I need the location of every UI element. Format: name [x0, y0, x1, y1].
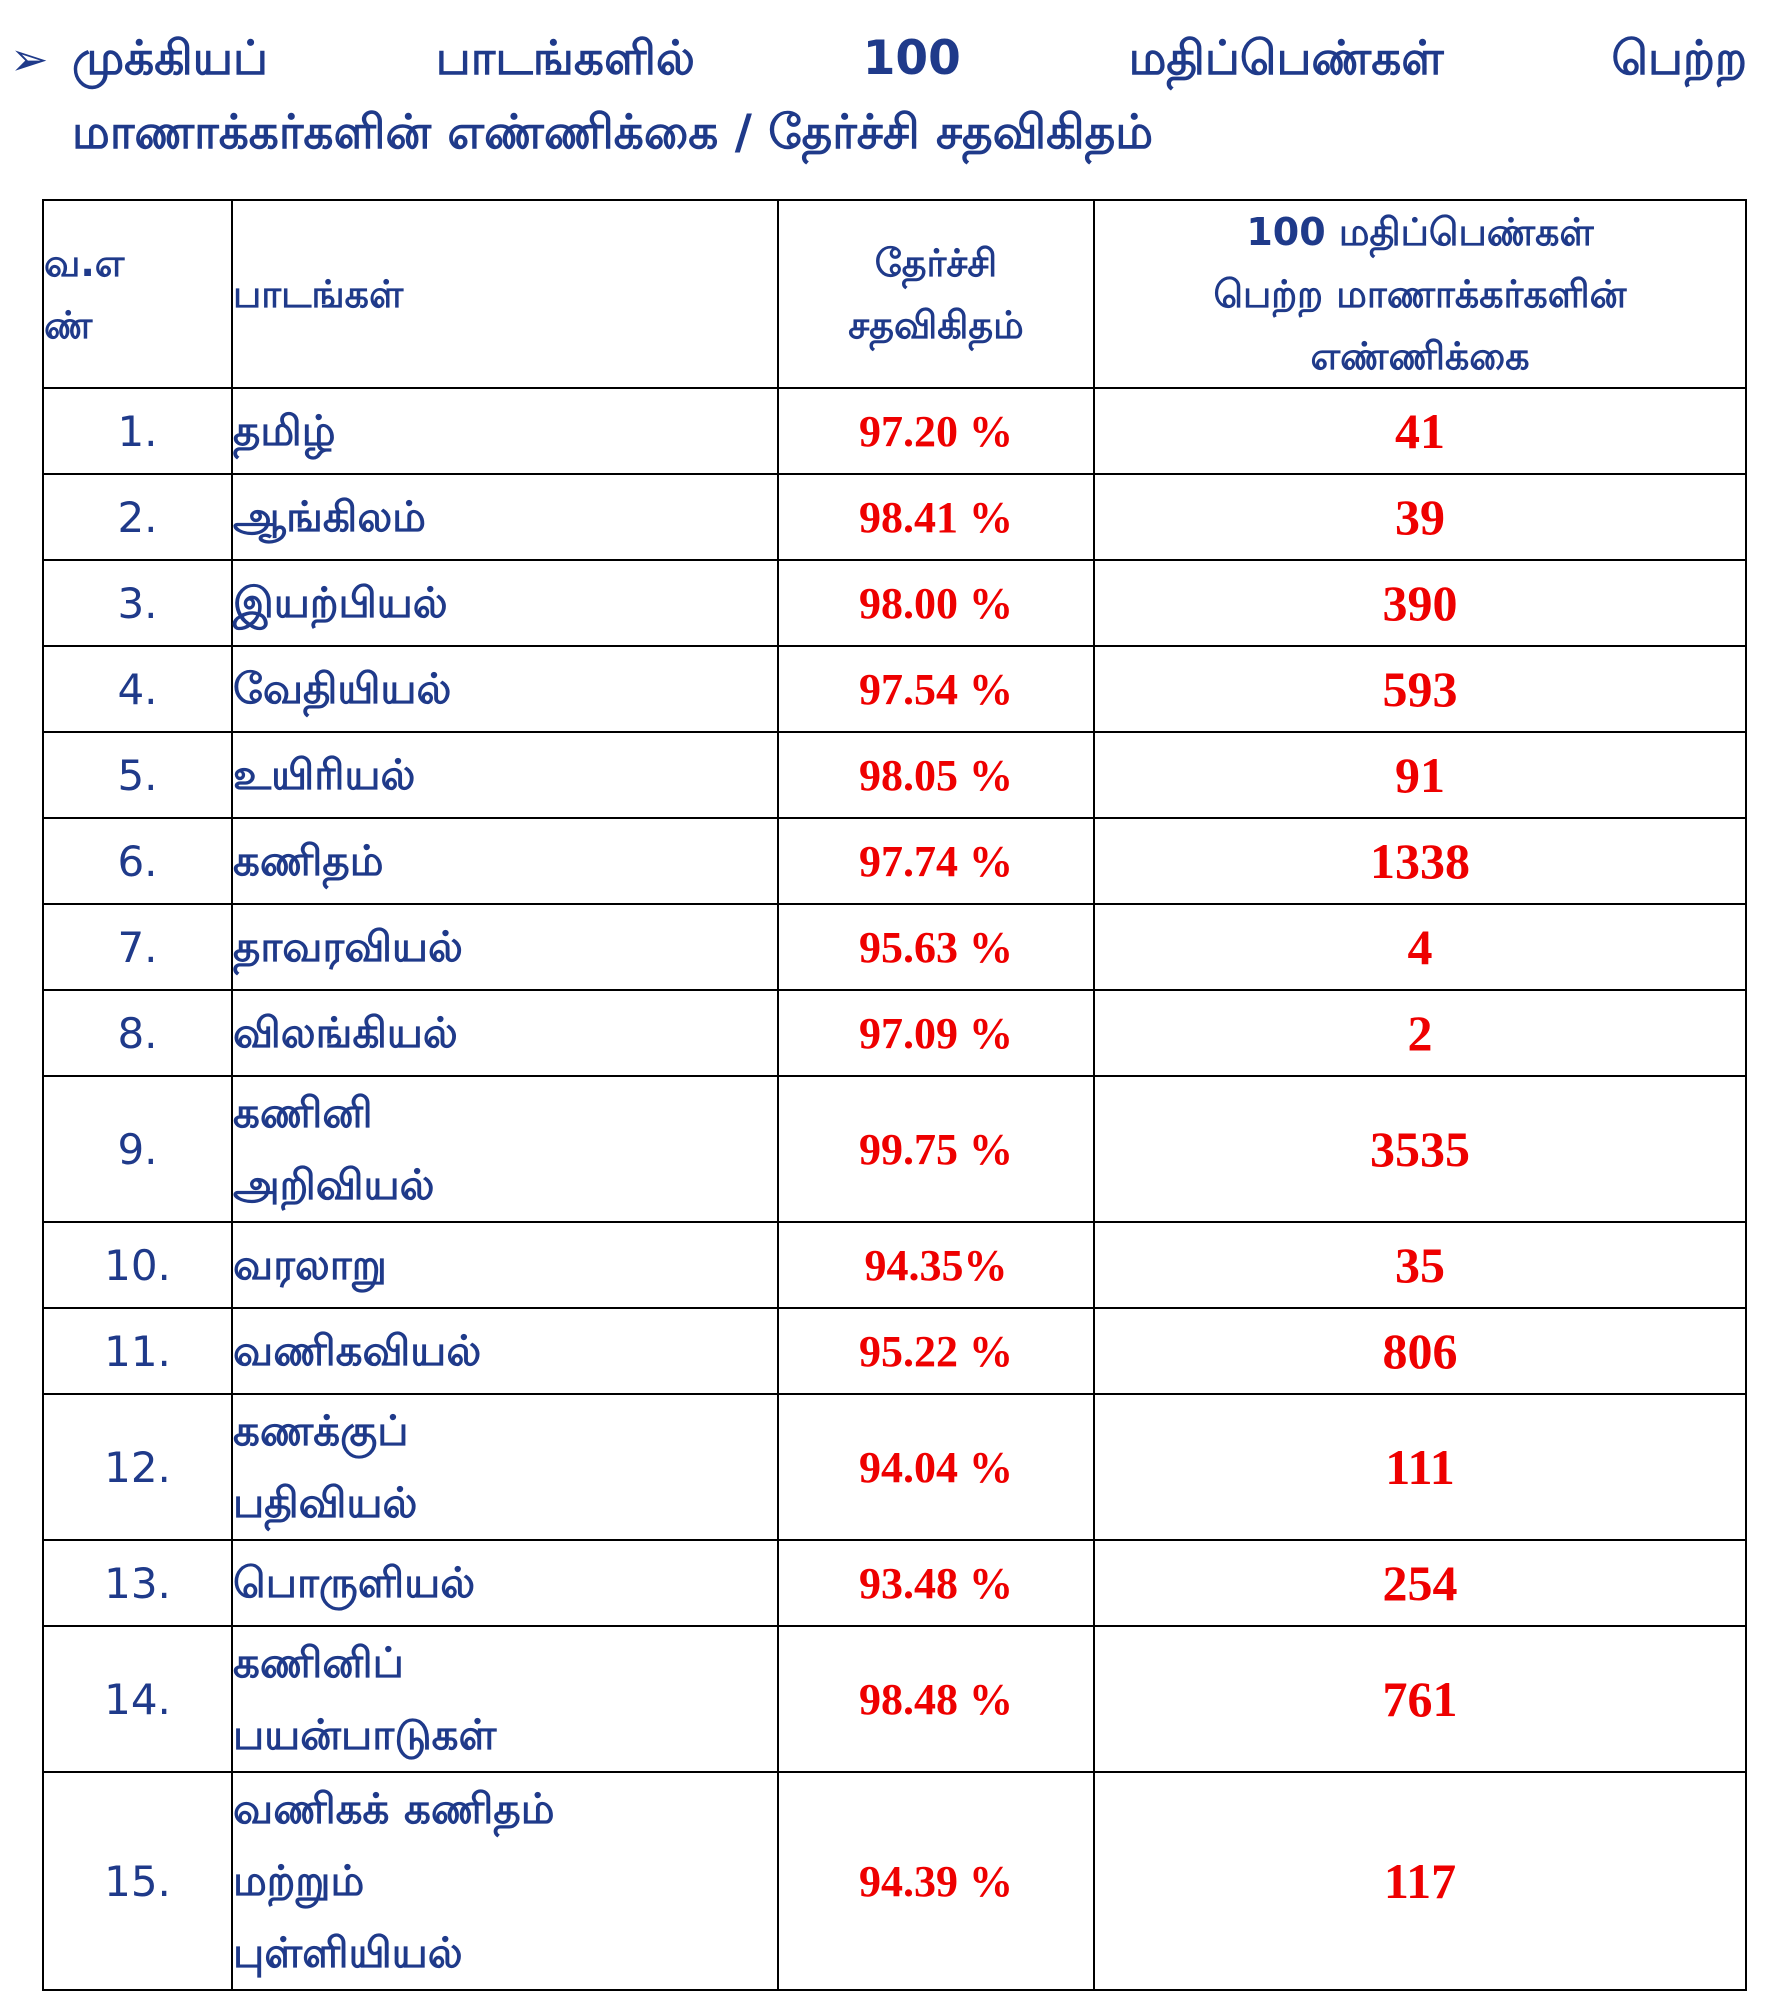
table-body	[43, 388, 1746, 1990]
pass-rate-cell: 94.04 %	[778, 1394, 1094, 1540]
subject-cell	[232, 1076, 778, 1222]
table-row	[43, 474, 1746, 560]
subject-cell	[232, 904, 778, 990]
subject-cell	[232, 732, 778, 818]
subject-cell	[232, 560, 778, 646]
pass-rate-cell: 98.48 %	[778, 1626, 1094, 1772]
table-row	[43, 560, 1746, 646]
subject-line: கணினி	[233, 1088, 373, 1137]
centum-count-cell: 254	[1094, 1540, 1746, 1626]
results-table	[42, 199, 1747, 1991]
table-row	[43, 1394, 1746, 1540]
table-row	[43, 818, 1746, 904]
pass-rate-cell: 97.09 %	[778, 990, 1094, 1076]
header-centum-count: 100 மதிப்பெண்கள் பெற்ற மாணாக்கர்களின் எண்ணிக்கை	[1094, 200, 1746, 388]
pass-rate-cell: 97.74 %	[778, 818, 1094, 904]
arrow-bullet-icon: ➢	[10, 32, 49, 86]
header-subject: பாடங்கள்	[232, 200, 778, 388]
serial-number-cell: 8.	[43, 990, 232, 1076]
serial-number-cell: 2.	[43, 474, 232, 560]
subject-line: இயற்பியல்	[233, 578, 448, 627]
pass-rate-cell: 95.63 %	[778, 904, 1094, 990]
centum-count-cell: 117	[1094, 1772, 1746, 1990]
table-row	[43, 1626, 1746, 1772]
pass-rate-cell: 95.22 %	[778, 1308, 1094, 1394]
subject-line: வேதியியல்	[233, 664, 452, 713]
pass-rate-cell: 98.41 %	[778, 474, 1094, 560]
centum-count-cell: 41	[1094, 388, 1746, 474]
subject-line: வரலாறு	[233, 1240, 387, 1289]
subject-cell	[232, 1540, 778, 1626]
subject-cell	[232, 1308, 778, 1394]
subject-line: விலங்கியல்	[233, 1008, 458, 1057]
centum-count-cell: 1338	[1094, 818, 1746, 904]
pass-rate-cell: 97.54 %	[778, 646, 1094, 732]
centum-count-cell: 39	[1094, 474, 1746, 560]
subject-line: மற்றும்	[233, 1856, 365, 1905]
serial-number-cell: 3.	[43, 560, 232, 646]
heading-word: பெற்ற	[1611, 31, 1747, 86]
serial-number-cell: 15.	[43, 1772, 232, 1990]
serial-number-cell: 11.	[43, 1308, 232, 1394]
subject-cell	[232, 1222, 778, 1308]
subject-cell	[232, 1772, 778, 1990]
heading-line-2: மாணாக்கர்களின் எண்ணிக்கை / தேர்ச்சி சதவிகிதம்	[72, 105, 1154, 160]
table-row	[43, 646, 1746, 732]
subject-cell	[232, 818, 778, 904]
table-row	[43, 1308, 1746, 1394]
centum-count-cell: 2	[1094, 990, 1746, 1076]
subject-line: அறிவியல்	[233, 1160, 435, 1209]
heading-word: 100	[862, 31, 961, 86]
centum-count-cell: 111	[1094, 1394, 1746, 1540]
table-row	[43, 1540, 1746, 1626]
subject-line: பதிவியல்	[233, 1478, 418, 1527]
centum-count-cell: 91	[1094, 732, 1746, 818]
serial-number-cell: 6.	[43, 818, 232, 904]
table-row	[43, 1222, 1746, 1308]
serial-number-cell: 5.	[43, 732, 232, 818]
subject-cell	[232, 388, 778, 474]
serial-number-cell: 12.	[43, 1394, 232, 1540]
serial-number-cell: 7.	[43, 904, 232, 990]
subject-cell	[232, 1394, 778, 1540]
serial-number-cell: 14.	[43, 1626, 232, 1772]
table-row	[43, 732, 1746, 818]
centum-count-cell: 35	[1094, 1222, 1746, 1308]
subject-cell	[232, 990, 778, 1076]
centum-count-cell: 593	[1094, 646, 1746, 732]
pass-rate-cell: 94.35%	[778, 1222, 1094, 1308]
table-row	[43, 1076, 1746, 1222]
centum-count-cell: 3535	[1094, 1076, 1746, 1222]
subject-cell	[232, 474, 778, 560]
subject-line: தாவரவியல்	[233, 922, 463, 971]
subject-line: பொருளியல்	[233, 1558, 476, 1607]
subject-line: ஆங்கிலம்	[233, 492, 426, 541]
serial-number-cell: 9.	[43, 1076, 232, 1222]
subject-line: வணிகவியல்	[233, 1326, 482, 1375]
pass-rate-cell: 99.75 %	[778, 1076, 1094, 1222]
serial-number-cell: 4.	[43, 646, 232, 732]
subject-line: தமிழ்	[233, 406, 336, 455]
serial-number-cell: 13.	[43, 1540, 232, 1626]
subject-line: புள்ளியியல்	[233, 1928, 463, 1977]
pass-rate-cell: 98.05 %	[778, 732, 1094, 818]
centum-count-cell: 761	[1094, 1626, 1746, 1772]
centum-count-cell: 806	[1094, 1308, 1746, 1394]
subject-line: வணிகக் கணிதம்	[233, 1784, 555, 1833]
centum-count-cell: 4	[1094, 904, 1746, 990]
centum-count-cell: 390	[1094, 560, 1746, 646]
heading-word: முக்கியப்	[72, 31, 269, 86]
header-pass-rate: தேர்ச்சி சதவிகிதம்	[778, 200, 1094, 388]
subject-cell	[232, 646, 778, 732]
heading-line-1	[72, 22, 1747, 96]
pass-rate-cell: 93.48 %	[778, 1540, 1094, 1626]
pass-rate-cell: 94.39 %	[778, 1772, 1094, 1990]
subject-line: உயிரியல்	[233, 750, 416, 799]
heading-word: பாடங்களில்	[435, 31, 695, 86]
table-header-row	[43, 200, 1746, 388]
subject-line: கணக்குப்	[233, 1406, 409, 1455]
pass-rate-cell: 97.20 %	[778, 388, 1094, 474]
serial-number-cell: 1.	[43, 388, 232, 474]
serial-number-cell: 10.	[43, 1222, 232, 1308]
subject-line: கணினிப்	[233, 1638, 404, 1687]
subject-line: கணிதம்	[233, 836, 384, 885]
table-row	[43, 990, 1746, 1076]
heading-word: மதிப்பெண்கள்	[1128, 31, 1444, 86]
header-serial-number: வ.எ ண்	[43, 200, 232, 388]
table-row	[43, 388, 1746, 474]
subject-line: பயன்பாடுகள்	[233, 1710, 497, 1759]
table-row	[43, 904, 1746, 990]
subject-cell	[232, 1626, 778, 1772]
pass-rate-cell: 98.00 %	[778, 560, 1094, 646]
table-row	[43, 1772, 1746, 1990]
